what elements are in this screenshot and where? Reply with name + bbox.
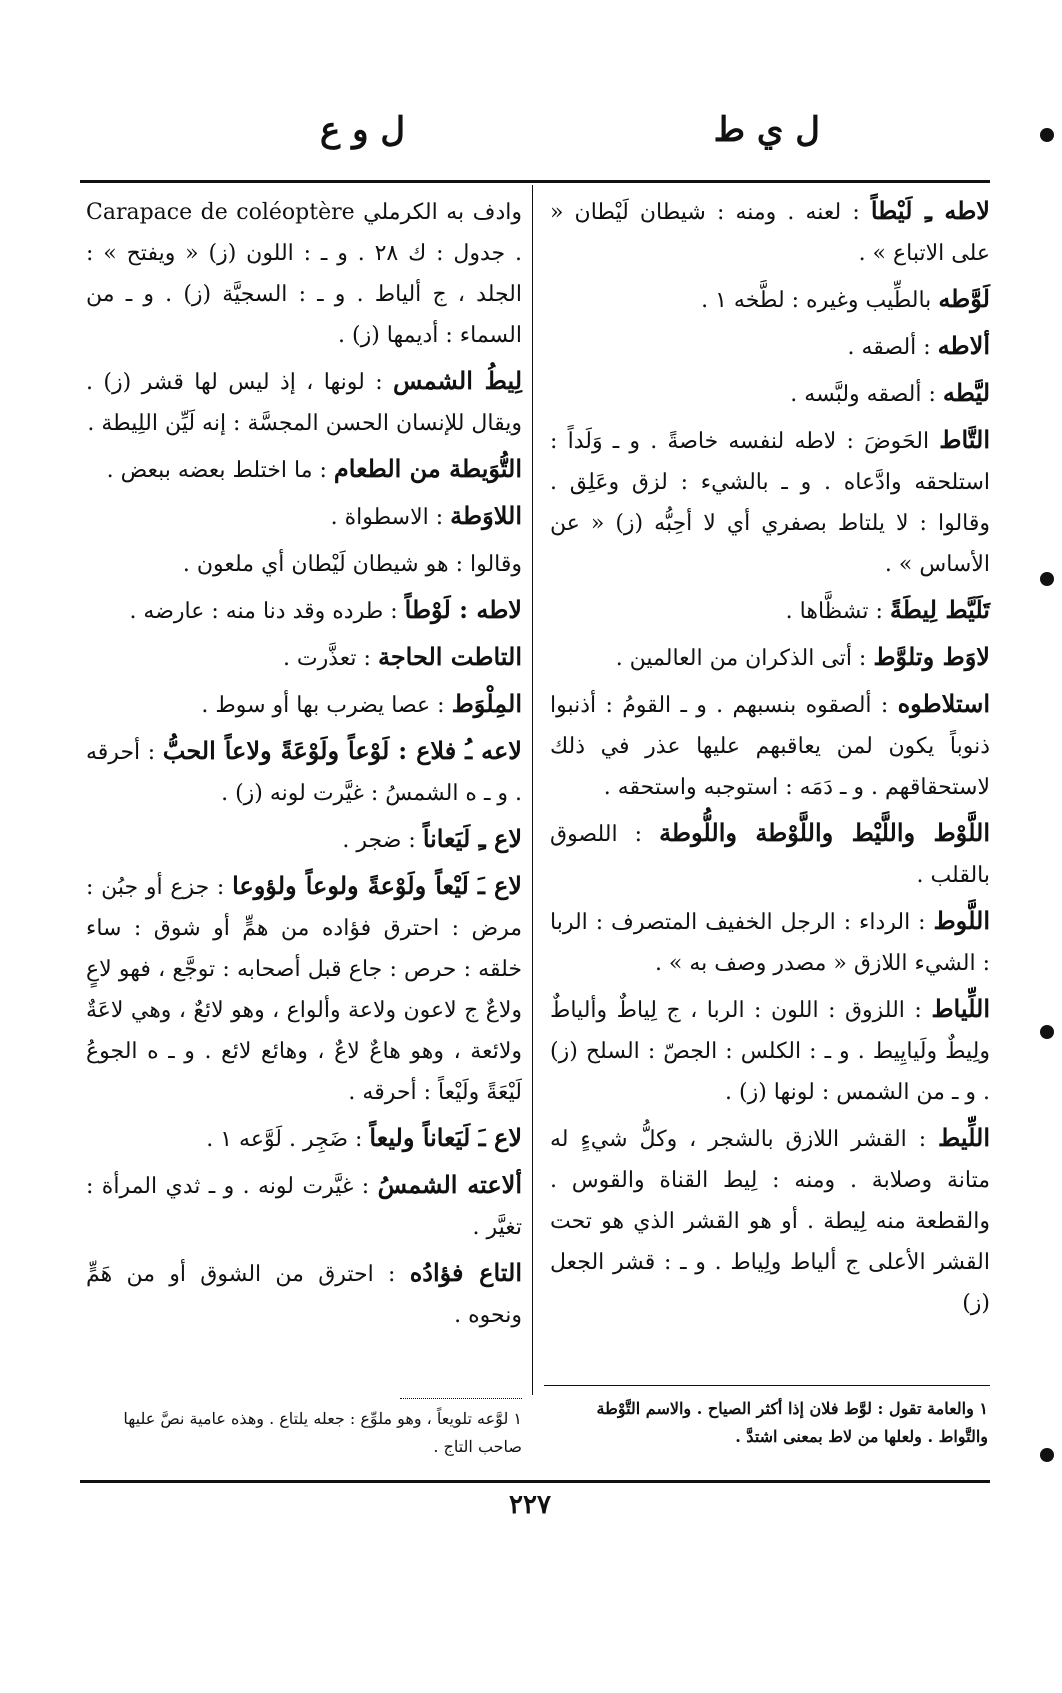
definition: : طرده وقد دنا منه : عارضه .	[129, 599, 398, 624]
headword: لاعه ـُ فلاع : لَوْعاً ولَوْعَةً ولاعاً الحبُّ	[162, 736, 522, 765]
headword: لِيطُ الشمس	[393, 366, 523, 395]
headword: لَوَّطه	[938, 284, 990, 313]
entry	[86, 542, 522, 585]
definition: : غيَّرت لونه . و ـ ثدي المرأة : تغيَّر .	[86, 1174, 522, 1240]
entry	[86, 1164, 522, 1248]
entry	[86, 730, 522, 814]
footer-rule	[80, 1480, 990, 1483]
left-column	[86, 190, 522, 1340]
entry	[550, 278, 990, 321]
header-rule	[80, 180, 990, 183]
entry	[86, 683, 522, 726]
footnote-rule-left	[400, 1398, 522, 1399]
definition: : الاسطواة .	[330, 505, 444, 530]
page-number: ٢٢٧	[509, 1490, 551, 1520]
entry	[86, 360, 522, 444]
entry	[86, 1117, 522, 1160]
entry	[550, 636, 990, 679]
definition: : لعنه . ومنه : شيطان لَيْطان « على الاتباع » .	[550, 200, 990, 266]
header-root-right: ل ي ط	[713, 110, 820, 150]
headword: ألاطه	[937, 331, 990, 360]
headword: لاطه ـِ لَيْطاً	[870, 196, 990, 225]
header-root-left: ل و ع	[320, 110, 406, 150]
headword: التَّاط	[939, 425, 990, 454]
headword: التُّوَيطة من الطعام	[333, 454, 522, 483]
headword: التاطت الحاجة	[377, 642, 522, 671]
definition: : احترق من الشوق أو من هَمٍّ ونحوه .	[86, 1262, 522, 1328]
binding-mark	[1040, 1448, 1054, 1462]
definition: بالطِّيب وغيره : لطَّخه ١ .	[701, 288, 932, 313]
entry	[86, 818, 522, 861]
definition: : ضَجِر . لَوَّعه ١ .	[206, 1127, 363, 1152]
definition: : ضجر .	[342, 828, 416, 853]
headword: اللاوَطة	[450, 501, 522, 530]
headword: لاع ـَ لَيْعاً ولَوْعةً ولوعاً ولؤوعا	[232, 871, 522, 900]
column-divider	[532, 185, 533, 1395]
headword: اللَّوْط واللَّيْط واللَّوْطة واللُّوطة	[659, 818, 990, 847]
entry	[550, 419, 990, 585]
definition: : لونها ، إذ ليس لها قشر (ز) . ويقال للإنسان الحسن المجسَّة : إنه لَيِّن اللِيطة .	[86, 370, 522, 436]
definition: وادف به الكرملي Carapace de coléoptère . جدول : ك ٢٨ . و ـ : اللون (ز) « ويفتح » : الجلد ، ج ألياط . و ـ : السجيَّة (ز) . و ـ من السماء : أديمها (ز) .	[86, 200, 522, 348]
entry	[550, 589, 990, 632]
headword: ليَّطه	[942, 378, 990, 407]
definition: وقالوا : هو شيطان لَيْطان أي ملعون .	[182, 552, 522, 577]
entry	[86, 1252, 522, 1336]
definition: : ألصقه ولبَّسه .	[790, 382, 936, 407]
page-header	[80, 110, 990, 160]
headword: اللِّياط	[931, 994, 990, 1023]
headword: التاع فؤادُه	[409, 1258, 522, 1287]
headword: تَلَيَّط لِيطَةً	[889, 595, 990, 624]
entry	[550, 683, 990, 808]
footnote-right: ١ والعامة تقول : لوَّط فلان إذا أكثر الصياح . والاسم التَّوْطة والتَّواط . ولعلها من لاط بمعنى اشتدَّ .	[596, 1399, 988, 1446]
definition: : تعذَّرت .	[282, 646, 371, 671]
definition: : أتى الذكران من العالمين .	[615, 646, 867, 671]
definition: : جزع أو جبُن : مرض : احترق فؤاده من همٍّ أو شوق : ساء خلقه : حرص : جاع قبل أصحابه : توجَّع ، فهو لاعٍ ولاعٌ ج لاعون ولاعة وألواع ، وهو لائعٌ ، وهي لاعَةٌ ولائعة ، وهو هاعٌ لاعٌ ، وهائع لائع . و ـ ه الجوعُ لَيْعَةً ولَيْعاً : أحرقه .	[86, 875, 522, 1105]
definition: : أحرقه . و ـ ه الشمسُ : غيَّرت لونه (ز) .	[86, 740, 522, 806]
headword: المِلْوَط	[451, 689, 522, 718]
entry	[86, 636, 522, 679]
entry	[86, 495, 522, 538]
headword: اللَّوط	[933, 906, 990, 935]
entry	[86, 448, 522, 491]
definition: : اللزوق : اللون : الربا ، ج لِياطٌ وألياطٌ ولِيطٌ ولَيايِيط . و ـ : الكلس : الجصّ : السلح (ز) . و ـ من الشمس : لونها (ز) .	[550, 998, 990, 1105]
definition: : ألصقه .	[847, 335, 931, 360]
headword: اللِّيط	[938, 1123, 990, 1152]
headword: لاطه : لَوْطاً	[404, 595, 522, 624]
binding-mark	[1040, 128, 1054, 142]
entry	[550, 988, 990, 1113]
entry	[550, 812, 990, 896]
definition: : ألصقوه بنسبهم . و ـ القومُ : أذنبوا ذنوباً يكون لمن يعاقبهم عليها عذر في ذلك لاستحقاقهم . و ـ دَمَه : استوجبه واستحقه .	[550, 693, 990, 800]
definition: الحَوضَ : لاطه لنفسه خاصةً . و ـ وَلَداً : استلحقه وادَّعاه . و ـ بالشيء : لزق وعَلِق . وقالوا : لا يلتاط بصفري أي لا أحِبُّه (ز) « عن الأساس » .	[550, 429, 990, 577]
entry	[86, 190, 522, 356]
headword: لاع ـَ لَيَعاناً وليعاً	[369, 1123, 522, 1152]
definition: : ما اختلط بعضه ببعض .	[106, 458, 327, 483]
entry	[550, 325, 990, 368]
definition: : اللصوق بالقلب .	[550, 822, 990, 888]
definition: : تشظَّاها .	[785, 599, 883, 624]
entry	[86, 589, 522, 632]
definition: : القشر اللازق بالشجر ، وكلُّ شيءٍ له متانة وصلابة . ومنه : لِيط القناة والقوس . والقطعة منه لِيطة . أو هو القشر الذي هو تحت القشر الأعلى ج ألياط ولِياط . و ـ : قشر الجعل (ز)	[550, 1127, 990, 1316]
definition: : الرداء : الرجل الخفيف المتصرف : الربا : الشيء اللازق « مصدر وصف به » .	[550, 910, 990, 976]
binding-mark	[1040, 1025, 1054, 1039]
entry	[550, 372, 990, 415]
definition: : عصا يضرب بها أو سوط .	[201, 693, 445, 718]
right-column	[550, 190, 990, 1328]
footnote-rule-right	[544, 1385, 990, 1386]
headword: لاوَط وتلوَّط	[873, 642, 990, 671]
entry	[550, 900, 990, 984]
binding-mark	[1040, 572, 1054, 586]
entry	[550, 190, 990, 274]
entry	[550, 1117, 990, 1324]
footnote-left: ١ لوَّعه تلويعاً ، وهو ملوِّع : جعله يلتاع . وهذه عامية نصَّ عليها صاحب التاج .	[123, 1409, 522, 1456]
headword: لاع ـِ لَيَعاناً	[422, 824, 522, 853]
headword: استلاطوه	[897, 689, 990, 718]
headword: ألاعته الشمسُ	[377, 1170, 522, 1199]
entry	[86, 865, 522, 1113]
